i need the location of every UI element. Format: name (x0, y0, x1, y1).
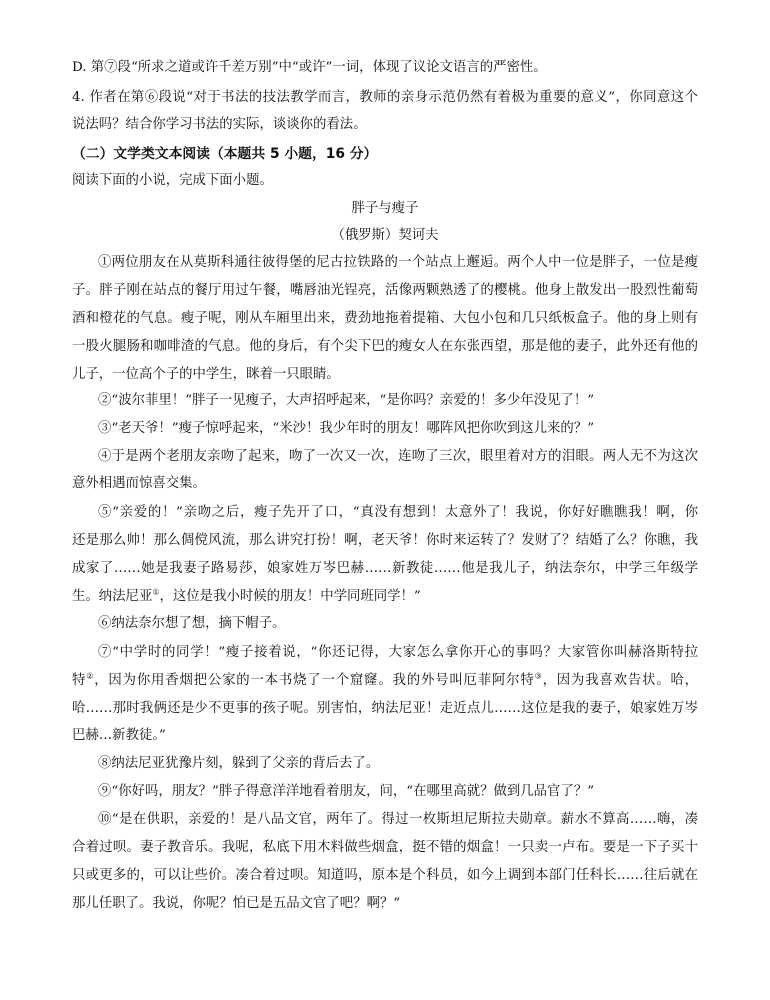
para-5-line-4-start: 生。纳法尼亚 (72, 589, 153, 604)
question-d-option: D. 第⑦段“所求之道或许千差万别”中“或许”一词，体现了议论文语言的严密性。 (72, 60, 547, 75)
para-7-line-2 (72, 671, 698, 691)
para-10-line-3: 只或更多的，可以让些价。凑合着过呗。知道吗，原本是个科员，如今上调到本部门任科长……往后就在 (72, 868, 698, 883)
para-7-line-2-c: ，因为我喜欢告状。哈， (542, 673, 698, 688)
para-10-line-4: 那儿任职了。我说，你呢？怕已是五品文官了吧？啊？” (72, 896, 401, 911)
para-3: ③“老天爷！”瘦子惊呼起来，“米沙！我少年时的朋友！哪阵风把你吹到这儿来的？” (98, 421, 595, 436)
para-5-line-4 (72, 587, 698, 607)
story-title: 胖子与瘦子 (351, 201, 419, 216)
para-7-line-4: 巴赫…新教徒。” (72, 728, 166, 743)
para-1-line-1: ①两位朋友在从莫斯科通往彼得堡的尼古拉铁路的一个站点上邂逅。两个人中一位是胖子，一位是瘦 (98, 255, 698, 270)
para-7-line-1: ⑦“中学时的同学！”瘦子接着说，“你还记得，大家怎么拿你开心的事吗？大家管你叫赫洛斯特拉 (98, 645, 698, 660)
para-7-line-2-a: 特 (72, 673, 87, 688)
para-1-line-4: 一股火腿肠和咖啡渣的气息。他的身后，有个尖下巴的瘦女人在东张西望，那是他的妻子，此外还有他的 (72, 339, 698, 354)
para-7-line-3: 哈……那时我俩还是少不更事的孩子呢。别害怕，纳法尼亚！走近点儿……这位是我的妻子，娘家姓万岑 (72, 701, 698, 716)
para-7-line-2-b: ，因为你用香烟把公家的一本书烧了一个窟窿。我的外号叫厄菲阿尔特 (94, 673, 535, 688)
footnote-marker-2: ② (86, 671, 95, 681)
para-4-line-1: ④于是两个老朋友亲吻了起来，吻了一次又一次，连吻了三次，眼里着对方的泪眼。两人无不为这次 (98, 449, 698, 464)
para-1-line-3: 酒和橙花的气息。瘦子呢，刚从车厢里出来，费劲地拖着提箱、大包小包和几只纸板盒子。他的身上则有 (72, 311, 698, 326)
footnote-marker-1: ① (152, 587, 160, 597)
para-4-line-2: 意外相遇而惊喜交集。 (72, 476, 206, 491)
para-1-line-5: 儿子，一位高个子的中学生，眯着一只眼睛。 (72, 367, 340, 382)
para-10-line-2: 合着过呗。妻子教音乐。我呢，私底下用木料做些烟盒，挺不错的烟盒！一只卖一卢布。要是一下子买十 (72, 840, 698, 855)
para-10-line-1: ⑩“是在供职，亲爱的！是八品文官，两年了。得过一枚斯坦尼斯拉夫勋章。薪水不算高……嗨，凑 (98, 812, 698, 827)
para-5-line-1: ⑤“亲爱的！”亲吻之后，瘦子先开了口，“真没有想到！太意外了！我说，你好好瞧瞧我！啊，你 (98, 505, 698, 520)
para-5-line-4-end: ，这位是我小时候的朋友！中学同班同学！” (159, 589, 421, 604)
story-author: （俄罗斯）契诃夫 (331, 228, 439, 243)
footnote-marker-3: ③ (534, 671, 543, 681)
para-8: ⑧纳法尼亚犹豫片刻，躲到了父亲的背后去了。 (98, 756, 380, 771)
para-5-line-2: 还是那么帅！那么倜傥风流，那么讲究打扮！啊，老天爷！你时来运转了？发财了？结婚了么？你瞧，我 (72, 533, 698, 548)
para-6: ⑥纳法奈尔想了想，摘下帽子。 (98, 616, 286, 631)
para-2: ②“波尔菲里！”胖子一见瘦子，大声招呼起来，“是你吗？亲爱的！多少年没见了！” (98, 393, 595, 408)
section-heading: （二）文学类文本阅读（本题共 5 小题，16 分） (72, 146, 378, 162)
question-4-line-2: 说法吗？结合你学习书法的实际，谈谈你的看法。 (72, 117, 367, 132)
reading-instruction: 阅读下面的小说，完成下面小题。 (72, 173, 273, 188)
question-4-line-1: 4. 作者在第⑥段说“对于书法的技法教学而言，教师的亲身示范仍然有着极为重要的意义”，你同意这个 (72, 90, 698, 105)
para-1-line-2: 子。胖子刚在站点的餐厅用过午餐，嘴唇油光锃亮，活像两颗熟透了的樱桃。他身上散发出一股烈性葡萄 (72, 283, 698, 298)
para-9: ⑨“你好吗，朋友？”胖子得意洋洋地看着朋友，问，“在哪里高就？做到几品官了？” (98, 784, 595, 799)
para-5-line-3: 成家了……她是我妻子路易莎，娘家姓万岑巴赫……新教徒……他是我儿子，纳法奈尔，中学三年级学 (72, 561, 698, 576)
